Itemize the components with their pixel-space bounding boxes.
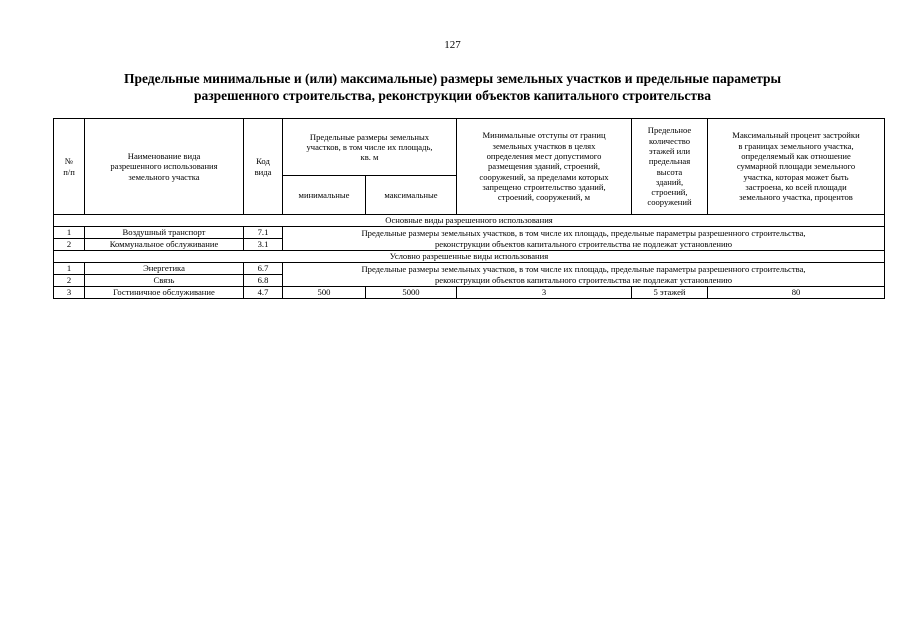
title-line-1: Предельные минимальные и (или) максимальные) размеры земельных участков и предельные параметры (123, 71, 782, 86)
section-main-title: Основные виды разрешенного использования (54, 215, 885, 227)
row-num: 2 (54, 239, 85, 251)
row-max-area: 5000 (366, 287, 457, 299)
row-coverage: 80 (708, 287, 885, 299)
section-row (54, 251, 885, 263)
row-name: Воздушный транспорт (85, 227, 244, 239)
row-code: 6.8 (244, 275, 283, 287)
row-num: 2 (54, 275, 85, 287)
page-number: 127 (444, 39, 461, 51)
header-name: Наименование вида разрешенного использования земельного участка (85, 119, 244, 215)
row-name: Энергетика (85, 263, 244, 275)
row-setback: 3 (457, 287, 632, 299)
row-num: 1 (54, 263, 85, 275)
row-min-area: 500 (283, 287, 366, 299)
section-conditional-title: Условно разрешенные виды использования (54, 251, 885, 263)
row-code: 6.7 (244, 263, 283, 275)
row-name: Связь (85, 275, 244, 287)
row-num: 3 (54, 287, 85, 299)
row-code: 4.7 (244, 287, 283, 299)
row-name: Гостиничное обслуживание (85, 287, 244, 299)
row-floors: 5 этажей (632, 287, 708, 299)
header-floors: Предельное количество этажей или предельная высота зданий, строений, сооружений (632, 119, 708, 215)
header-row-1 (54, 119, 885, 176)
table-row (54, 287, 885, 299)
row-code: 3.1 (244, 239, 283, 251)
header-max: максимальные (366, 176, 457, 215)
main-not-established-note: Предельные размеры земельных участков, в том числе их площадь, предельные параметры разрешенного строительства, реконструкции объектов капитального строительства не подлежат установлению (283, 227, 885, 251)
header-coverage: Максимальный процент застройки в границах земельного участка, определяемый как отношение суммарной площади земельного участка, которая может быть застроена, ко всей площади земельного участка, процентов (708, 119, 885, 215)
conditional-not-established-note: Предельные размеры земельных участков, в том числе их площадь, предельные параметры разрешенного строительства, реконструкции объектов капитального строительства не подлежат установлению (283, 263, 885, 287)
row-code: 7.1 (244, 227, 283, 239)
title-line-2: разрешенного строительства, реконструкции объектов капитального строительства (193, 88, 712, 103)
header-code: Код вида (244, 119, 283, 215)
row-name: Коммунальное обслуживание (85, 239, 244, 251)
header-sizes: Предельные размеры земельных участков, в том числе их площадь, кв. м (283, 119, 457, 176)
parameters-table (53, 118, 885, 299)
header-num: № п/п (54, 119, 85, 215)
header-min: минимальные (283, 176, 366, 215)
document-title (40, 70, 865, 104)
table-row (54, 263, 885, 275)
section-row (54, 215, 885, 227)
header-setbacks: Минимальные отступы от границ земельных участков в целях определения мест допустимого размещения зданий, строений, сооружений, за пределами которых запрещено строительство зданий, строений, сооружений, м (457, 119, 632, 215)
table-row (54, 227, 885, 239)
row-num: 1 (54, 227, 85, 239)
